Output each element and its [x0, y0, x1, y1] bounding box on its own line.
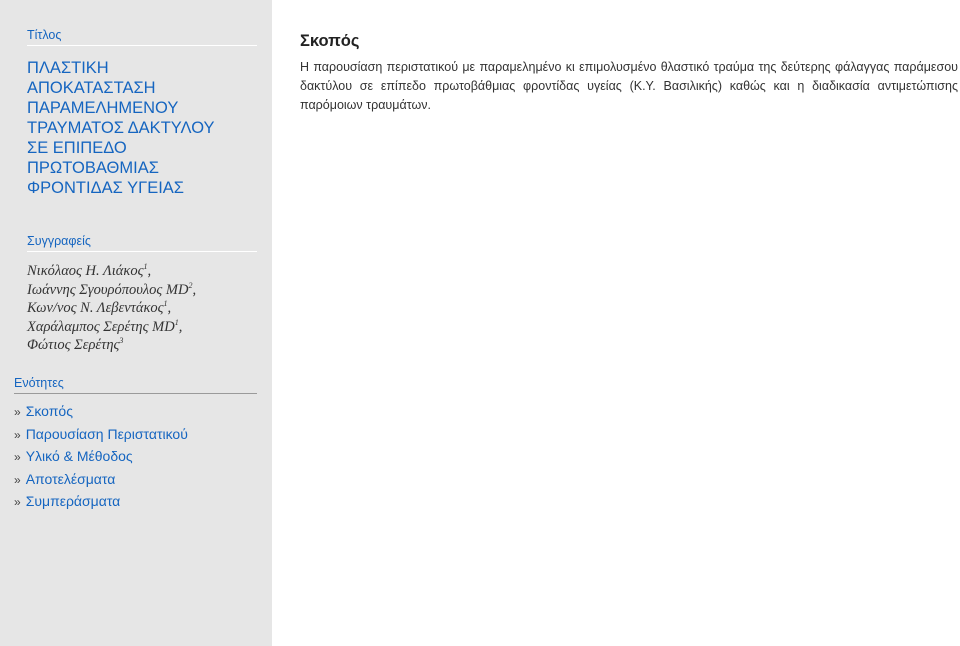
author-separator: ,: [178, 318, 183, 335]
nav-item-label: Αποτελέσματα: [25, 470, 116, 487]
author-name: Νικόλαος Η. Λιάκος: [27, 263, 144, 279]
author-name: Χαράλαμπος Σερέτης MD: [27, 318, 175, 335]
author-name: Κων/νος Ν. Λεβεντάκος: [27, 300, 164, 316]
sidebar: [0, 0, 272, 646]
author-entry: [27, 281, 267, 300]
author-separator: ,: [167, 300, 172, 316]
sections-nav: [14, 401, 264, 514]
author-name: Φώτιος Σερέτης: [27, 337, 120, 353]
author-name: Ιωάννης Σγουρόπουλος MD: [27, 281, 189, 298]
title-line: ΑΠΟΚΑΤΑΣΤΑΣΗ: [27, 79, 156, 97]
title-line: ΣΕ ΕΠΙΠΕΔΟ: [27, 139, 127, 157]
title-line: ΠΑΡΑΜΕΛΗΜΕΝΟΥ: [27, 99, 179, 117]
nav-item-case-presentation[interactable]: [14, 424, 264, 447]
author-affiliation: 3: [119, 336, 124, 345]
nav-item-results[interactable]: [14, 469, 264, 492]
author-entry: [27, 336, 267, 355]
title-line: ΠΛΑΣΤΙΚΗ: [27, 59, 109, 77]
author-entry: [27, 318, 267, 337]
bullet-marker: »: [14, 472, 21, 487]
bullet-marker: »: [14, 495, 21, 509]
sections-heading: Ενότητες: [14, 376, 257, 394]
nav-item-label: Σκοπός: [25, 403, 73, 419]
nav-item-materials-method[interactable]: [14, 446, 264, 469]
author-entry: [27, 262, 267, 281]
content-paragraph: Η παρουσίαση περιστατικού με παραμελημένο κι επιμολυσμένο θλαστικό τραύμα της δεύτερης φάλαγγας παράμεσου δακτύλου σε επίπεδο πρωτοβάθμιας φροντίδας υγείας (Κ.Υ. Βασιλικής) καθώς και η διαδικασία αντιμετώπισης παρόμοιων τραυμάτων.: [300, 60, 958, 112]
author-separator: ,: [192, 281, 197, 298]
author-affiliation: 2: [188, 280, 193, 290]
nav-item-label: Συμπεράσματα: [25, 493, 121, 509]
nav-item-conclusions[interactable]: [14, 491, 264, 514]
main-content: [300, 32, 958, 115]
bullet-marker: »: [14, 450, 21, 464]
title-line: ΤΡΑΥΜΑΤΟΣ ΔΑΚΤΥΛΟΥ: [27, 119, 215, 137]
content-heading: Σκοπός: [300, 32, 360, 50]
author-affiliation: 1: [174, 317, 179, 327]
author-entry: [27, 299, 267, 318]
authors-list: [27, 262, 267, 355]
author-affiliation: 1: [143, 262, 148, 271]
document-title: [27, 58, 267, 198]
nav-item-label: Υλικό & Μέθοδος: [25, 448, 133, 464]
title-section-heading: Τίτλος: [27, 28, 257, 46]
nav-item-skopos[interactable]: [14, 401, 264, 424]
author-separator: ,: [147, 263, 152, 279]
nav-item-label: Παρουσίαση Περιστατικού: [25, 425, 188, 442]
bullet-marker: »: [14, 405, 21, 419]
title-line: ΦΡΟΝΤΙΔΑΣ ΥΓΕΙΑΣ: [27, 179, 184, 197]
title-line: ΠΡΩΤΟΒΑΘΜΙΑΣ: [27, 159, 159, 177]
author-affiliation: 1: [163, 299, 168, 308]
authors-section-heading: Συγγραφείς: [27, 234, 257, 252]
bullet-marker: »: [14, 427, 21, 442]
